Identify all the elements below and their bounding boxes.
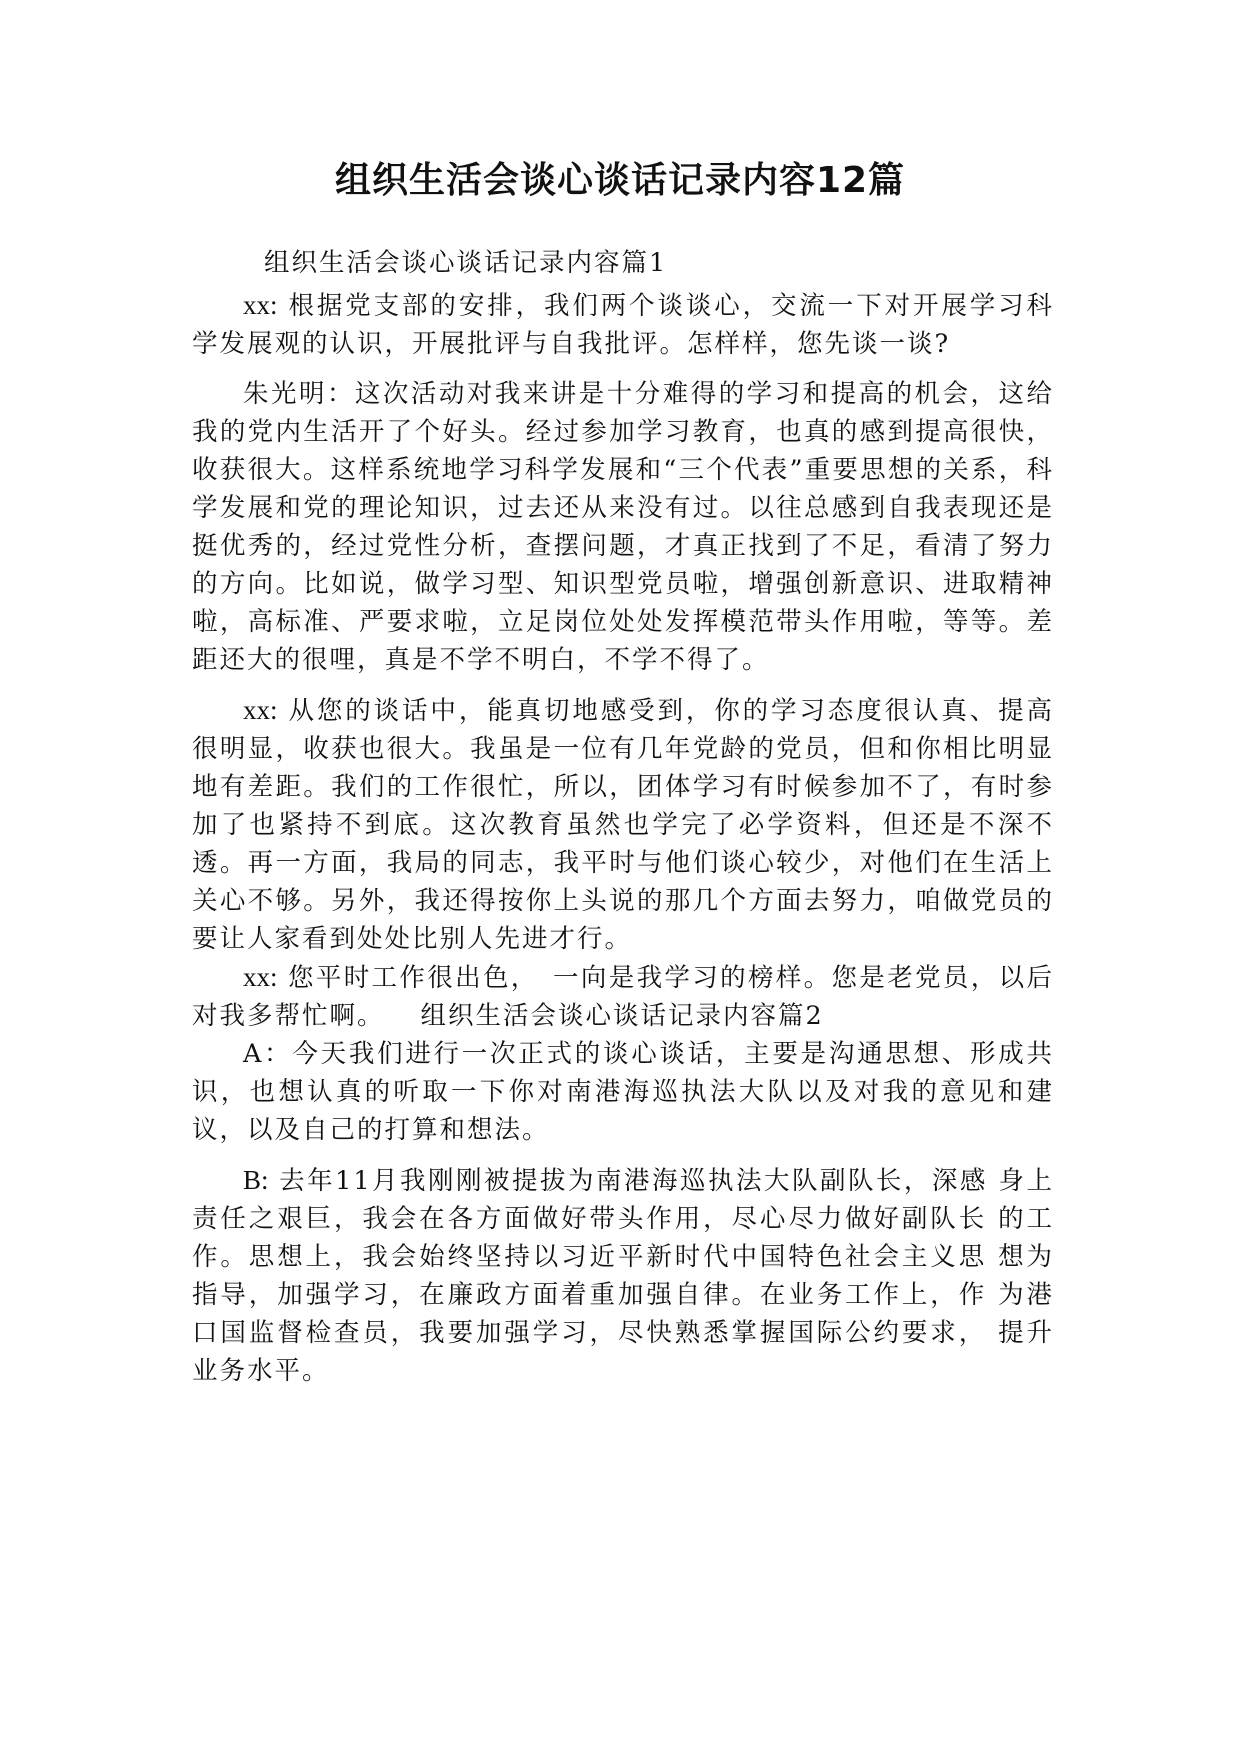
section-heading-2: 组织生活会谈心谈话记录内容篇2: [420, 1001, 824, 1031]
speaker-label: xx:: [243, 695, 278, 725]
paragraph-text: 去年11月我刚刚被提拔为南港海巡执法大队副队长，深感 身上责任之艰巨，我会在各方面做好带头作用，尽心尽力做好副队长 的工作。思想上，我会始终坚持以习近平新时代中国特色社会主义思 想为指导，加强学习，在廉政方面着重加强自律。在业务工作上，作 为港口国监督检查员，我要加强学习，尽快熟悉掌握国际公约要求， 提升业务水平。: [192, 1166, 1054, 1386]
paragraph-3: [192, 691, 1054, 958]
document-body: [192, 244, 1054, 1390]
paragraph-6: [192, 1161, 1054, 1390]
paragraph-4: [192, 958, 1054, 1035]
speaker-label: B:: [243, 1165, 269, 1195]
document-title: 组织生活会谈心谈话记录内容12篇: [334, 160, 906, 201]
speaker-label: xx:: [243, 962, 278, 992]
section-heading-1: 组织生活会谈心谈话记录内容篇1: [264, 248, 668, 278]
paragraph-1: [192, 286, 1054, 363]
speaker-label: xx:: [243, 290, 278, 320]
paragraph-2: 朱光明：这次活动对我来讲是十分难得的学习和提高的机会，这给我的党内生活开了个好头。经过参加学习教育，也真的感到提高很快，收获很大。这样系统地学习科学发展和“三个代表”重要思想的关系，科学发展和党的理论知识，过去还从来没有过。以往总感到自我表现还是挺优秀的，经过党性分析，查摆问题，才真正找到了不足，看清了努力的方向。比如说，做学习型、知识型党员啦，增强创新意识、进取精神啦，高标准、严要求啦，立足岗位处处发挥模范带头作用啦，等等。差距还大的很哩，真是不学不明白，不学不得了。: [192, 379, 1054, 675]
paragraph-5: A：今天我们进行一次正式的谈心谈话，主要是沟通思想、形成共识，也想认真的听取一下你对南港海巡执法大队以及对我的意见和建议，以及自己的打算和想法。: [192, 1039, 1054, 1145]
paragraph-text: 从您的谈话中，能真切地感受到，你的学习态度很认真、提高很明显，收获也很大。我虽是一位有几年党龄的党员，但和你相比明显地有差距。我们的工作很忙，所以，团体学习有时候参加不了，有时参加了也紧持不到底。这次教育虽然也学完了必学资料，但还是不深不透。再一方面，我局的同志，我平时与他们谈心较少，对他们在生活上关心不够。另外，我还得按你上头说的那几个方面去努力，咱做党员的要让人家看到处处比别人先进才行。: [192, 696, 1054, 954]
paragraph-text-b: 一向是我学习的榜样。您是老党员，以后对我多帮忙啊。: [192, 963, 1054, 1031]
paragraph-text-a: 您平时工作很出色，: [287, 963, 539, 993]
paragraph-text: 根据党支部的安排，我们两个谈谈心，交流一下对开展学习科学发展观的认识，开展批评与自我批评。怎样样，您先谈一谈?: [192, 291, 1054, 359]
